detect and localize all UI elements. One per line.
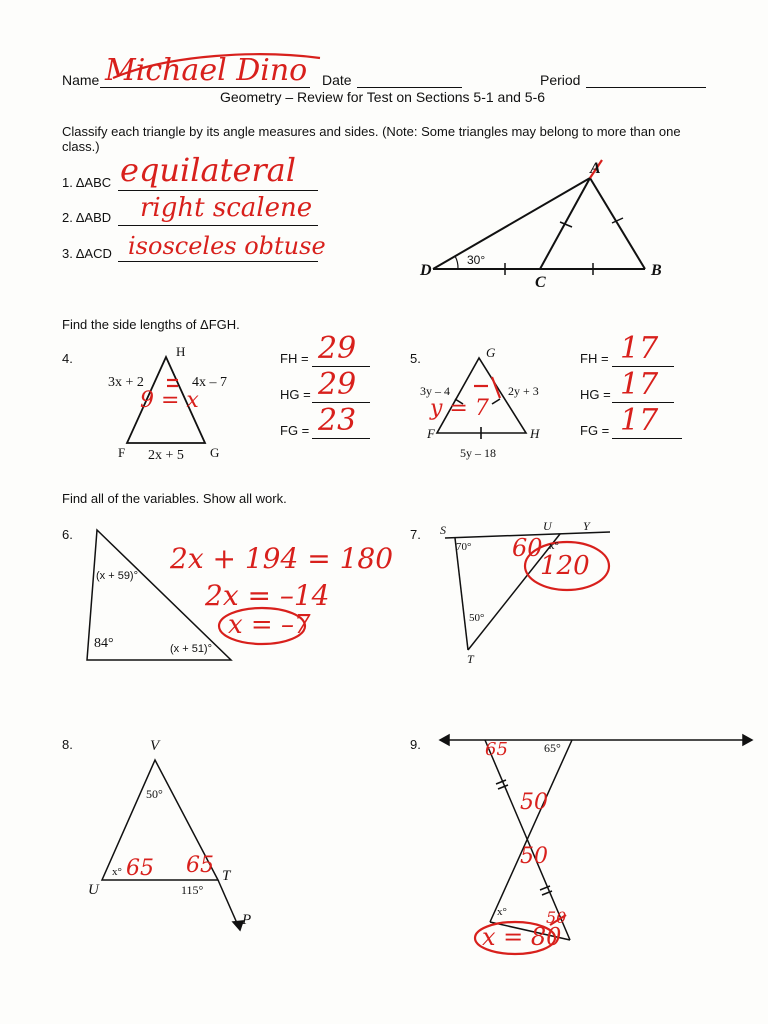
p9-angle-x: x°	[497, 906, 507, 918]
p5-left-side: 3y – 4	[420, 384, 450, 398]
p9-work-answer: x = 80	[482, 923, 562, 951]
p5-base: 5y – 18	[460, 446, 496, 460]
p5-vertex-f: F	[427, 426, 435, 441]
problem5-number: 5.	[410, 351, 421, 366]
p8-label-p: P	[242, 912, 252, 928]
p7-work-60: 60	[512, 534, 543, 562]
p4-fg-label: FG =	[280, 423, 310, 438]
p8-angle-x: x°	[112, 866, 122, 878]
p6-work-line2: 2x = –14	[205, 579, 330, 612]
angle-30: 30°	[467, 253, 486, 267]
p7-angle-x: x°	[549, 540, 559, 552]
vertex-b: B	[651, 262, 662, 279]
p4-vertex-h: H	[176, 344, 186, 359]
p8-label-t: T	[222, 868, 231, 884]
section2-instructions: Find the side lengths of ΔFGH.	[62, 317, 240, 332]
problem8-number: 8.	[62, 737, 73, 752]
name-label: Name	[62, 72, 100, 88]
page-title: Geometry – Review for Test on Sections 5-1 and 5-6	[220, 89, 546, 105]
section3-instructions: Find all of the variables. Show all work.	[62, 491, 287, 506]
p5-vertex-g: G	[486, 345, 496, 360]
item2-answer: right scalene	[140, 193, 313, 223]
date-label: Date	[322, 72, 352, 88]
period-label: Period	[540, 72, 581, 88]
p9-work-50a: 50	[520, 790, 548, 815]
item2-label: 2. ΔABD	[62, 210, 112, 225]
p5-hg-value: 17	[620, 367, 659, 402]
p9-work-50c: 50	[546, 908, 567, 927]
p4-left-side: 3x + 2	[108, 375, 144, 390]
vertex-a: A	[590, 160, 601, 177]
date-line	[357, 87, 462, 88]
p7-label-y: Y	[583, 519, 590, 533]
p4-fh-label: FH =	[280, 351, 309, 366]
item3-line	[118, 261, 318, 262]
p6-work-line1: 2x + 194 = 180	[170, 542, 394, 575]
item2-line	[118, 225, 318, 226]
p7-label-u: U	[543, 519, 552, 533]
p4-vertex-f: F	[118, 445, 126, 460]
p7-angle-70: 70°	[456, 541, 472, 553]
period-line	[586, 87, 706, 88]
p5-fg-line	[612, 438, 682, 439]
p6-work-line3: x = –7	[228, 610, 311, 640]
p6-angle-top: (x + 59)°	[96, 570, 138, 582]
p4-fh-value: 29	[318, 331, 357, 366]
p9-angle-65: 65°	[544, 741, 561, 755]
p5-vertex-h: H	[530, 426, 540, 441]
p9-work-65: 65	[485, 739, 508, 760]
p4-work: 9 = x	[140, 388, 199, 413]
p8-angle-50: 50°	[146, 787, 163, 801]
item1-line	[118, 190, 318, 191]
item1-answer: equilateral	[120, 151, 296, 189]
vertex-c: C	[535, 274, 546, 291]
p8-label-v: V	[150, 738, 160, 754]
p4-hg-label: HG =	[280, 387, 311, 402]
p7-work-120: 120	[540, 551, 590, 581]
p8-label-u: U	[88, 882, 99, 898]
p5-right-side: 2y + 3	[508, 384, 539, 398]
p6-angle-left: 84°	[94, 636, 114, 651]
problem6-number: 6.	[62, 527, 73, 542]
p5-fh-label: FH =	[580, 351, 609, 366]
figure-problem-9	[440, 735, 752, 940]
p4-base: 2x + 5	[148, 448, 184, 463]
p4-right-side: 4x – 7	[192, 375, 227, 390]
p5-fg-label: FG =	[580, 423, 610, 438]
p4-fg-value: 23	[318, 403, 357, 438]
p7-angle-50: 50°	[469, 612, 485, 624]
figure-problem-8	[102, 760, 243, 930]
student-name: Michael Dino	[105, 53, 308, 88]
triangle-abcd-diagram	[433, 178, 645, 275]
p5-hg-label: HG =	[580, 387, 611, 402]
item1-label: 1. ΔABC	[62, 175, 112, 190]
p6-angle-right: (x + 51)°	[170, 643, 212, 655]
item3-label: 3. ΔACD	[62, 246, 112, 261]
p8-work-right: 65	[186, 853, 214, 878]
item3-answer: isosceles obtuse	[128, 232, 326, 260]
vertex-d: D	[420, 262, 432, 279]
p9-work-50b: 50	[520, 844, 548, 869]
p5-fh-value: 17	[620, 331, 659, 366]
p4-fg-line	[312, 438, 370, 439]
p7-label-t: T	[467, 652, 474, 666]
problem7-number: 7.	[410, 527, 421, 542]
p7-label-s: S	[440, 523, 446, 537]
section1-instructions: Classify each triangle by its angle measures and sides. (Note: Some triangles may belong to more than one class.)	[62, 124, 681, 154]
problem4-number: 4.	[62, 351, 73, 366]
p8-angle-115: 115°	[181, 883, 204, 897]
problem9-number: 9.	[410, 737, 421, 752]
p8-work-left: 65	[126, 856, 154, 881]
p5-fg-value: 17	[620, 403, 659, 438]
p5-work: y = 7	[430, 396, 489, 421]
p4-vertex-g: G	[210, 445, 220, 460]
p4-hg-value: 29	[318, 367, 357, 402]
